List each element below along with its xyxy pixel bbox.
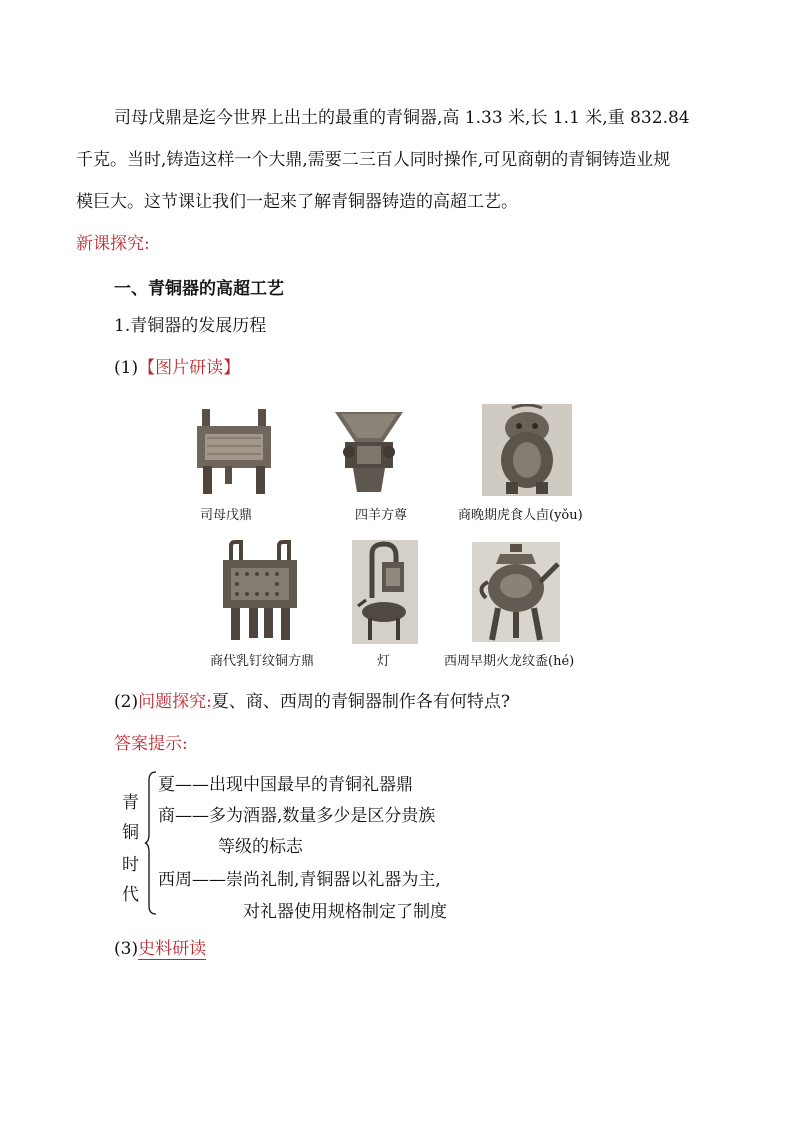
figure-lamp — [352, 540, 418, 644]
figure-huolongwen-he — [472, 542, 560, 642]
caption-huolongwen-he: 西周早期火龙纹盉(hé) — [444, 654, 575, 669]
tree-root-char-4: 代 — [122, 885, 139, 905]
part2-heading — [114, 692, 510, 712]
part2-label: 问题探究: — [138, 692, 212, 712]
intro-line-3: 模巨大。这节课让我们一起来了解青铜器铸造的高超工艺。 — [76, 192, 518, 212]
part2-number: (2) — [114, 692, 139, 712]
part3-label: 史料研读 — [138, 939, 207, 959]
tree-brace — [144, 770, 158, 916]
part2-question: 夏、商、西周的青铜器制作各有何特点? — [211, 692, 510, 712]
fangding-image — [219, 540, 301, 642]
subheading: 1.青铜器的发展历程 — [114, 316, 267, 336]
figure-siyang-fangzun — [333, 406, 405, 494]
part1-heading — [114, 358, 240, 378]
tree-xia: 夏——出现中国最早的青铜礼器鼎 — [158, 775, 413, 795]
zun-image — [333, 406, 405, 494]
he-image — [472, 542, 560, 642]
part1-number: (1) — [114, 358, 139, 378]
figure-rudingwen-fangding — [219, 540, 301, 642]
tree-shang-2: 等级的标志 — [218, 837, 303, 857]
answer-label: 答案提示: — [114, 734, 188, 754]
tree-root-char-1: 青 — [122, 793, 139, 813]
tree-xizhou-2: 对礼器使用规格制定了制度 — [243, 902, 447, 922]
tree-root-char-2: 铜 — [122, 823, 139, 843]
tree-xizhou-1: 西周——崇尚礼制,青铜器以礼器为主, — [158, 870, 441, 890]
part1-label: 【图片研读】 — [138, 358, 241, 378]
figure-simuwu-ding — [193, 408, 275, 496]
lamp-image — [352, 540, 418, 644]
caption-hushiren-you: 商晚期虎食人卣(yǒu) — [458, 508, 583, 523]
caption-simuwu-ding: 司母戊鼎 — [200, 508, 253, 523]
part3-heading — [114, 939, 206, 959]
caption-siyang-fangzun: 四羊方尊 — [355, 508, 408, 523]
ding-image — [193, 408, 275, 496]
part3-number: (3) — [114, 939, 139, 959]
intro-line-2: 千克。当时,铸造这样一个大鼎,需要二三百人同时操作,可见商朝的青铜铸造业规 — [76, 150, 671, 170]
tree-shang-1: 商——多为酒器,数量多少是区分贵族 — [158, 806, 436, 826]
section-label: 新课探究: — [76, 234, 150, 254]
caption-lamp: 灯 — [377, 654, 391, 669]
figure-hushiren-you — [482, 404, 572, 496]
you-image — [482, 404, 572, 496]
caption-rudingwen-fangding: 商代乳钉纹铜方鼎 — [210, 654, 315, 669]
tree-root-char-3: 时 — [122, 855, 139, 875]
intro-line-1: 司母戊鼎是迄今世界上出土的最重的青铜器,高 1.33 米,长 1.1 米,重 832.84 — [114, 108, 690, 128]
section-heading: 一、青铜器的高超工艺 — [114, 279, 284, 299]
